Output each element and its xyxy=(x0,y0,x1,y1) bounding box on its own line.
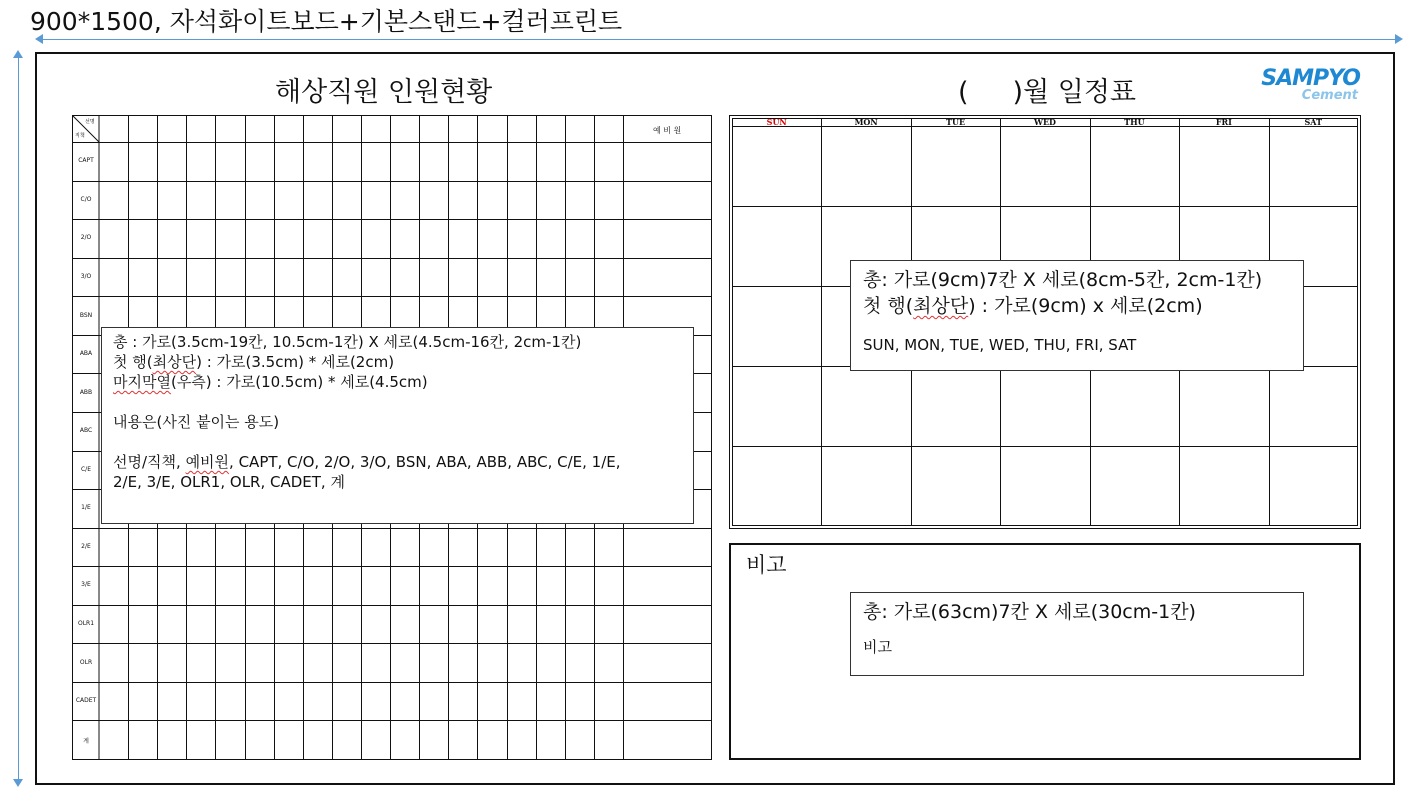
crew-row-label: 3/E xyxy=(81,581,91,589)
arrow-down-icon xyxy=(13,779,23,787)
crew-row-label: ABA xyxy=(79,350,93,358)
callout2-line1: 총: 가로(9cm)7칸 X 세로(8cm-5칸, 2cm-1칸) xyxy=(863,269,1263,291)
sampyo-logo xyxy=(1256,66,1360,106)
calendar-day-header: SAT xyxy=(1304,117,1323,127)
crew-status-heading: 해상직원 인원현황 xyxy=(275,77,493,108)
crew-row-label: 계 xyxy=(83,737,89,745)
spec-title: 900*1500, 자석화이트보드+기본스탠드+컬러프린트 xyxy=(30,7,623,36)
crew-table-spec-callout xyxy=(101,327,694,524)
monthly-schedule-heading xyxy=(958,70,1136,109)
crew-row-label: CAPT xyxy=(78,157,94,165)
callout1-line6: 2/E, 3/E, OLR1, OLR, CADET, 계 xyxy=(113,473,345,491)
callout2-line2: 첫 행(최상단) : 가로(9cm) x 세로(2cm) xyxy=(863,295,1203,317)
crew-row-label: 2/O xyxy=(80,234,92,242)
arrow-up-icon xyxy=(13,50,23,58)
crew-row-label: 1/E xyxy=(81,504,91,512)
logo-line1: SAMPYO xyxy=(1261,66,1360,91)
calendar-day-header: THU xyxy=(1124,117,1145,127)
calendar-day-header: MON xyxy=(854,117,878,127)
corner-position-label: 직책 xyxy=(75,133,85,139)
notes-spec-callout xyxy=(850,592,1304,676)
calendar-day-header: TUE xyxy=(946,117,966,127)
crew-row-label: ABC xyxy=(79,427,93,435)
logo-line2: Cement xyxy=(1301,88,1358,103)
arrow-right-icon xyxy=(1395,34,1403,44)
crew-row-label: BSN xyxy=(79,311,93,319)
calendar-day-header: SUN xyxy=(766,117,787,127)
callout1-line4: 내용은(사진 붙이는 용도) xyxy=(113,413,280,431)
calendar-day-header: FRI xyxy=(1215,117,1232,127)
calendar-spec-callout xyxy=(850,260,1304,371)
schedule-heading-open: ( xyxy=(958,77,969,108)
callout1-line5: 선명/직책, 예비원, CAPT, C/O, 2/O, 3/O, BSN, ABA, ABB, ABC, C/E, 1/E, xyxy=(113,453,621,471)
crew-row-label: 2/E xyxy=(81,542,91,550)
reserve-header: 예 비 원 xyxy=(653,126,682,135)
crew-row-label: OLR1 xyxy=(77,620,95,628)
crew-row-label: 3/O xyxy=(80,272,92,280)
arrow-left-icon xyxy=(35,34,43,44)
callout3-line2: 비고 xyxy=(863,638,892,656)
height-dimension-line xyxy=(18,55,19,785)
crew-row-label: C/E xyxy=(80,465,91,473)
notes-label: 비고 xyxy=(746,553,787,577)
schedule-heading-text: )월 일정표 xyxy=(1012,77,1136,108)
width-dimension-line xyxy=(40,39,1398,40)
crew-row-label: OLR xyxy=(79,658,93,666)
callout1-line2: 첫 행(최상단) : 가로(3.5cm) * 세로(2cm) xyxy=(113,353,395,371)
crew-row-label: C/O xyxy=(80,195,92,203)
calendar-day-header: WED xyxy=(1033,117,1056,127)
callout3-line1: 총: 가로(63cm)7칸 X 세로(30cm-1칸) xyxy=(863,601,1196,623)
callout1-line1: 총 : 가로(3.5cm-19칸, 10.5cm-1칸) X 세로(4.5cm-16칸, 2cm-1칸) xyxy=(113,333,582,351)
crew-row-label: CADET xyxy=(75,697,97,705)
callout1-line3: 마지막열(우측) : 가로(10.5cm) * 세로(4.5cm) xyxy=(113,373,428,391)
callout2-line3: SUN, MON, TUE, WED, THU, FRI, SAT xyxy=(863,336,1137,354)
corner-ship-label: 선명 xyxy=(85,119,95,125)
crew-row-label: ABB xyxy=(79,388,93,396)
